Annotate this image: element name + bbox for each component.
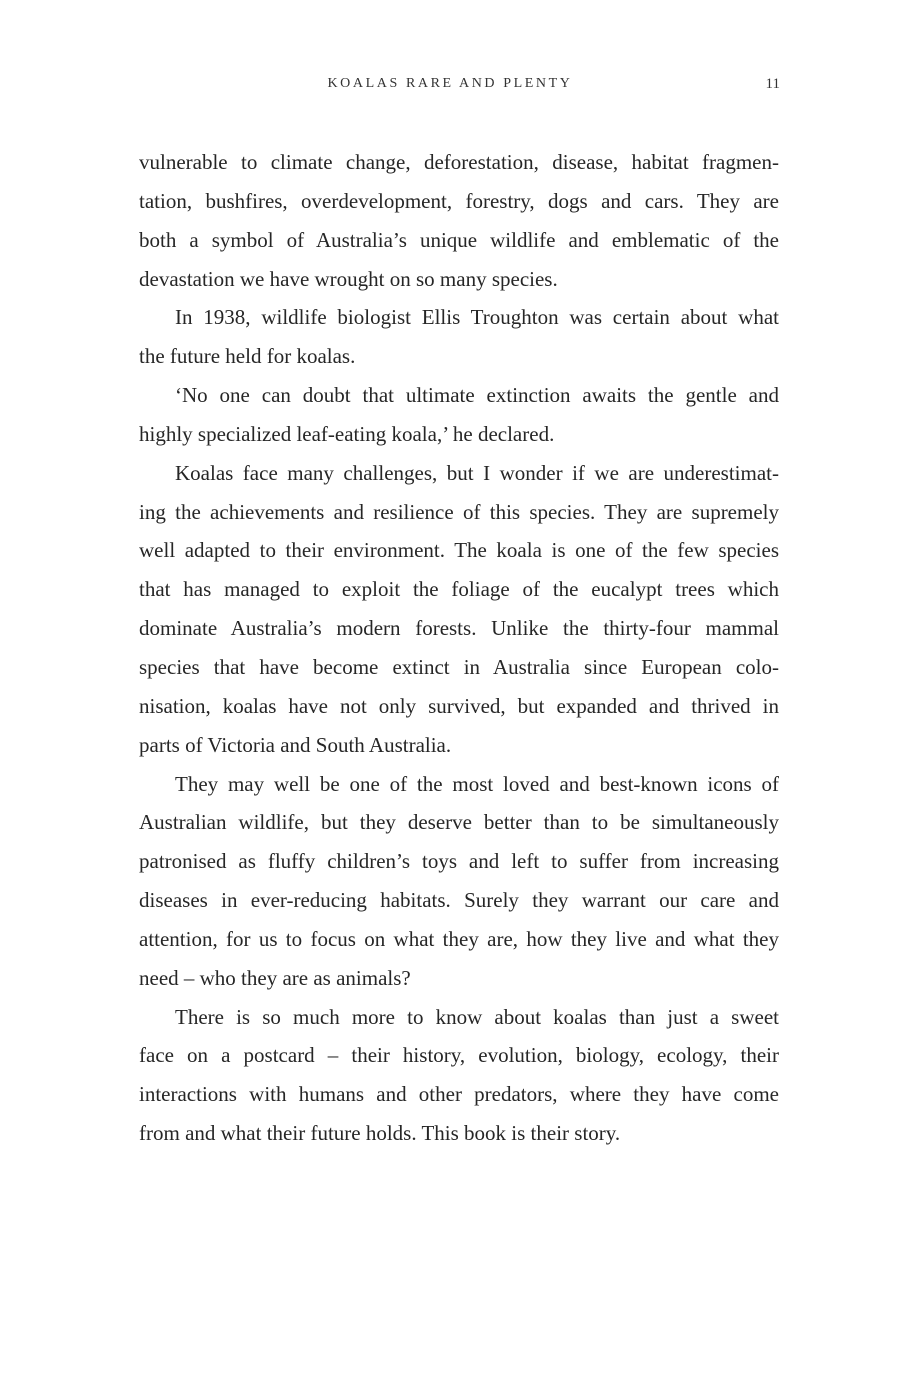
text-line: the future held for koalas. [139, 344, 356, 369]
paragraph [139, 765, 779, 998]
text-line: parts of Victoria and South Australia. [139, 732, 452, 757]
text-line: vulnerable to climate change, deforestation, disease, habitat fragmen- [139, 150, 779, 174]
text-line: patronised as fluffy children’s toys and left to suffer from increasing [139, 849, 779, 874]
text-line: tation, bushfires, overdevelopment, forestry, dogs and cars. They are [139, 188, 779, 213]
paragraph [139, 298, 779, 376]
text-line: that has managed to exploit the foliage of the eucalypt trees which [139, 577, 779, 602]
paragraph [139, 376, 779, 454]
text-line: devastation we have wrought on so many species. [139, 266, 558, 291]
body-text [139, 143, 779, 1153]
text-line: face on a postcard – their history, evolution, biology, ecology, their [139, 1043, 779, 1068]
text-line: There is so much more to know about koalas than just a sweet [175, 1004, 779, 1029]
running-title: KOALAS RARE AND PLENTY [327, 76, 573, 91]
paragraph [139, 998, 779, 1153]
text-line: species that have become extinct in Australia since European colo- [139, 654, 779, 679]
page-number: 11 [765, 76, 780, 92]
text-line: nisation, koalas have not only survived, but expanded and thrived in [139, 693, 779, 718]
text-line: need – who they are as animals? [139, 965, 411, 990]
text-line: They may well be one of the most loved and best-known icons of [175, 771, 779, 796]
text-line: In 1938, wildlife biologist Ellis Troughton was certain about what [175, 305, 779, 330]
paragraph [139, 454, 779, 765]
text-line: highly specialized leaf-eating koala,’ he declared. [139, 421, 555, 446]
text-line: Australian wildlife, but they deserve better than to be simultaneously [139, 810, 779, 835]
text-line: diseases in ever-reducing habitats. Surely they warrant our care and [139, 888, 779, 913]
text-line: both a symbol of Australia’s unique wildlife and emblematic of the [139, 227, 779, 252]
running-head [0, 73, 900, 97]
text-line: interactions with humans and other predators, where they have come [139, 1082, 779, 1107]
text-line: Koalas face many challenges, but I wonder if we are underestimat- [175, 460, 779, 485]
text-line: well adapted to their environment. The koala is one of the few species [139, 538, 779, 563]
text-line: from and what their future holds. This book is their story. [139, 1121, 621, 1146]
paragraph [139, 143, 779, 298]
text-line: attention, for us to focus on what they are, how they live and what they [139, 926, 779, 951]
text-line: ‘No one can doubt that ultimate extinction awaits the gentle and [175, 383, 779, 408]
text-line: dominate Australia’s modern forests. Unlike the thirty-four mammal [139, 616, 779, 641]
text-line: ing the achievements and resilience of this species. They are supremely [139, 499, 779, 524]
